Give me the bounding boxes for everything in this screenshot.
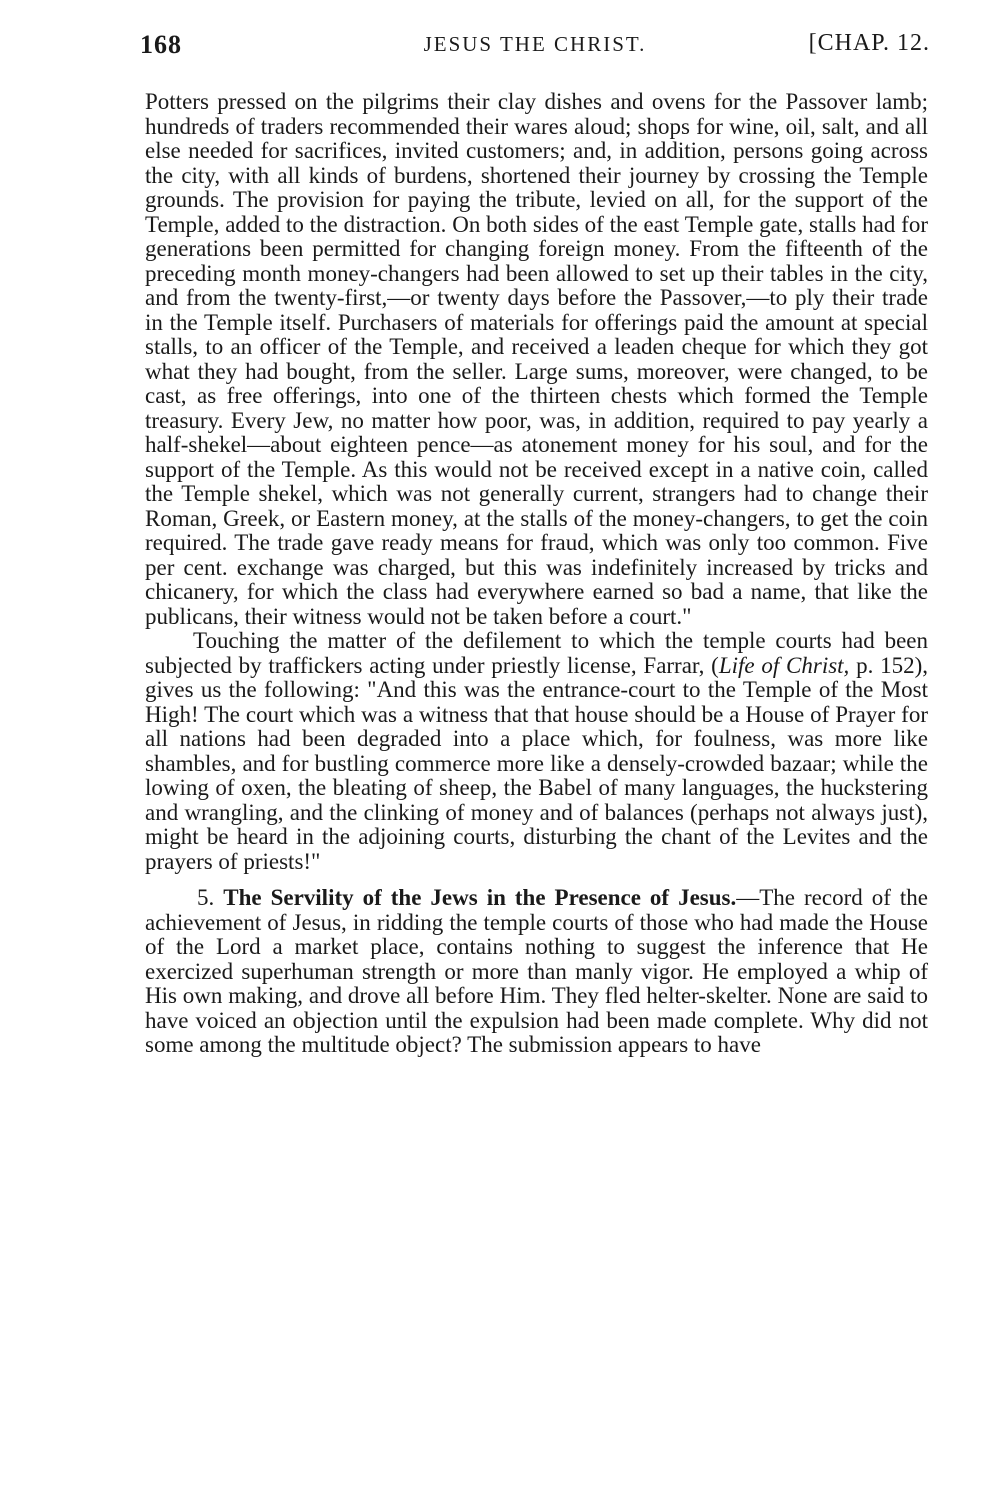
paragraph-money-changers: Potters pressed on the pilgrims their clay dishes and ovens for the Passover lamb; hundreds of traders recommended their wares aloud; shops for wine, oil, salt, and all else needed for sacrifices, invited customers; and, in addition, persons going across the city, with all kinds of burdens, shortened their journey by crossing the Temple grounds. The provision for paying the tribute, levied on all, for the support of the Temple, added to the distraction. On both sides of the east Temple gate, stalls had for generations been permitted for changing foreign money. From the fifteenth of the preceding month money-changers had been allowed to set up their tables in the city, and from the twenty-first,—or twenty days before the Passover,—to ply their trade in the Temple itself. Purchasers of materials for offerings paid the amount at special stalls, to an officer of the Temple, and received a leaden cheque for which they got what they had bought, from the seller. Large sums, moreover, were changed, to be cast, as free offerings, into one of the thirteen chests which formed the Temple treasury. Every Jew, no matter how poor, was, in addition, required to pay yearly a half-shekel—about eighteen pence—as atonement money for his soul, and for the support of the Temple. As this would not be received except in a native coin, called the Temple shekel, which was not generally current, strangers had to change their Roman, Greek, or Eastern money, at the stalls of the money-changers, to get the coin required. The trade gave ready means for fraud, which was only too common. Five per cent. exchange was charged, but this was indefinitely increased by tricks and chicanery, for which the class had everywhere earned so bad a name, that like the publicans, their witness would not be taken before a court." <box>145 89 928 629</box>
running-header <box>140 30 930 70</box>
running-title: JESUS THE CHRIST. <box>423 32 647 56</box>
page-number: 168 <box>140 30 182 59</box>
section-heading: The Servility of the Jews in the Presence of Jesus. <box>223 885 737 910</box>
farrar-book-title: Life of Christ, <box>718 652 850 678</box>
section-text: —The record of the achievement of Jesus, in ridding the temple courts of those who had made the House of the Lord a market place, contains nothing to suggest the inference that He exercized superhuman strength or more than manly vigor. He employed a whip of His own making, and drove all before Him. They fled helter-skelter. None are said to have voiced an objection until the expulsion had been made complete. Why did not some among the multitude object? The submission appears to have <box>145 885 928 1057</box>
farrar-text-rest: p. 152), gives us the following: "And this was the entrance-court to the Temple of the Most High! The court which was a witness that that house should be a House of Prayer for all nations had been degraded into a place which, for foulness, was more like shambles, and for bustling commerce more like a densely-crowded bazaar; while the lowing of oxen, the bleating of sheep, the Babel of many languages, the huckstering and wrangling, and the clinking of money and of balances (perhaps not always just), might be heard in the adjoining courts, disturbing the chant of the Levites and the prayers of priests!" <box>145 652 928 874</box>
chapter-label: [CHAP. 12. <box>808 30 930 56</box>
page-body <box>145 90 928 1058</box>
section-5-paragraph <box>145 886 928 1058</box>
paragraph-farrar-quote <box>145 629 928 874</box>
farrar-text-start: Touching the matter of the defilement to which the temple courts had been subjected by traffickers acting under priestly license, Farrar, ( <box>145 628 928 678</box>
section-number: 5. <box>197 885 215 910</box>
